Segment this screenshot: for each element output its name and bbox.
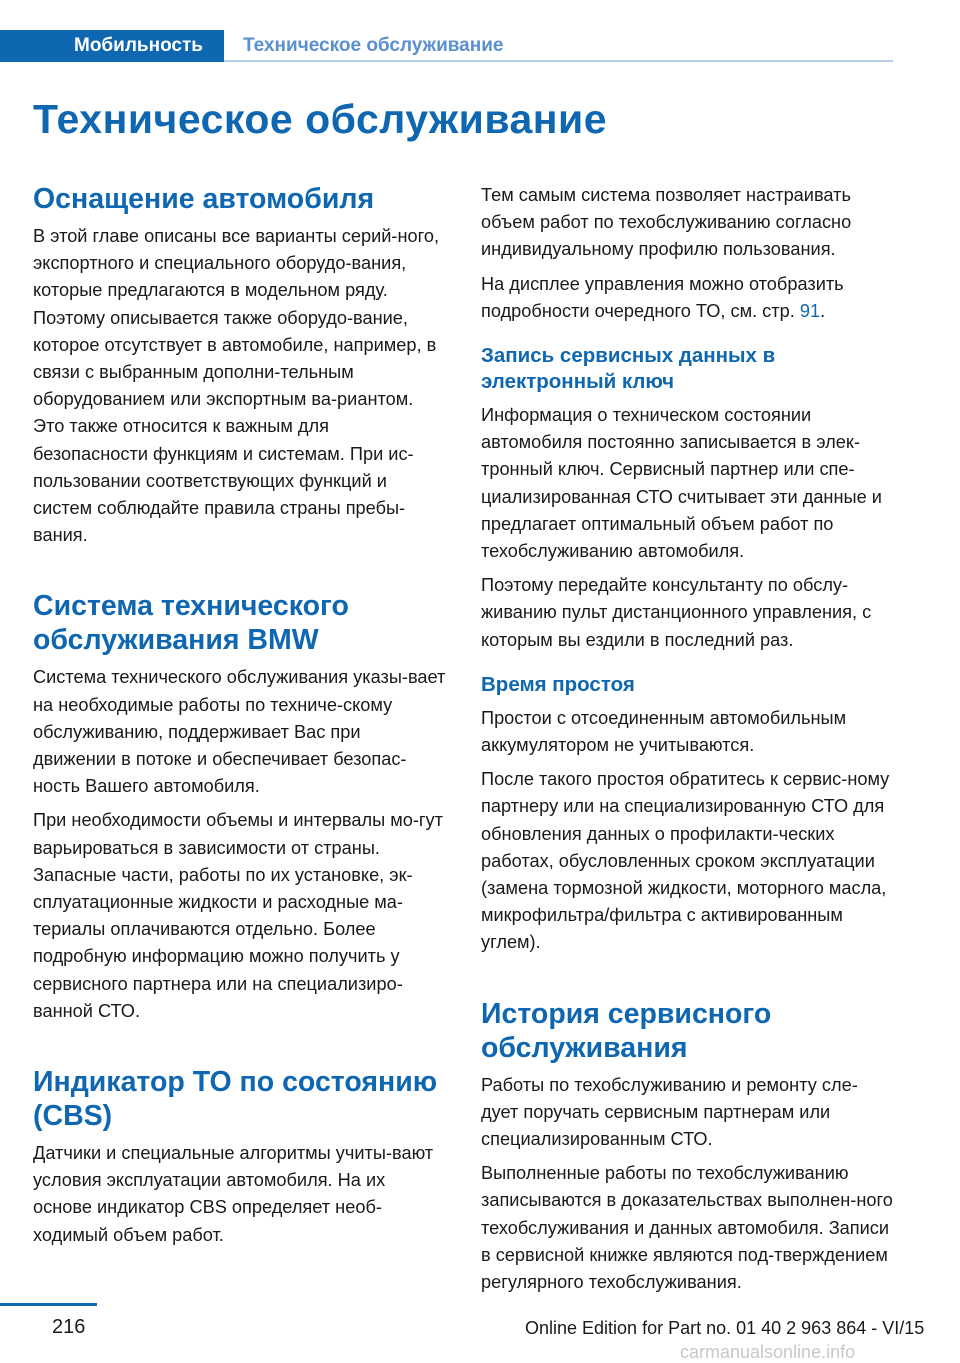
paragraph: В этой главе описаны все варианты серий-ного, экспортного и специального оборудо-вания, которые предлагаются в модельном ряду. Поэтому описывается также оборудо-вание, которое отсутствует в автомобиле, например, в связи с выбранным дополни-тельным оборудованием или экспортным ва-риантом. Это также относится к важным для безопасности функциям и системам. При ис-пользовании соответствующих функций и систем соблюдайте правила страны пребы-вания. — [33, 226, 440, 546]
header-bar — [0, 30, 893, 62]
section-heading-equipment: Оснащение автомобиля — [33, 183, 375, 215]
section-heading-cbs: Индикатор ТО по состоянию (CBS) — [33, 1066, 438, 1133]
paragraph: При необходимости объемы и интервалы мо-гут варьироваться в зависимости от страны. Запасные части, работы по их установке, эк-сплуатационные жидкости и расходные ма-териалы оплачиваются отдельно. Более подробную информацию можно получить у сервисного партнера или на специализиро-ванной СТО. — [33, 810, 443, 1021]
paragraph: Информация о техническом состоянии автомобиля постоянно записывается в элек-тронный ключ. Сервисный партнер или спе-циализированная СТО считывает эти данные и предлагает оптимальный объем работ по техобслуживанию автомобиля. — [481, 405, 882, 562]
header-breadcrumb[interactable]: Техническое обслуживание — [243, 35, 504, 56]
header-section-tab[interactable]: Мобильность — [0, 30, 224, 62]
paragraph: Работы по техобслуживанию и ремонту сле-дует поручать сервисным партнерам или специализированным СТО. — [481, 1074, 858, 1150]
section-heading-bmw-service-system: Система технического обслуживания BMW — [33, 590, 349, 657]
paragraph: Простои с отсоединенным автомобильным аккумулятором не учитываются. — [481, 707, 847, 756]
page-number: 216 — [52, 1316, 86, 1338]
section-heading-service-history: История сервисного обслуживания — [481, 997, 772, 1064]
page-link[interactable]: 91 — [799, 300, 821, 321]
paragraph: Система технического обслуживания указы-вает на необходимые работы по техниче-скому обслуживанию, поддерживает Вас при движении в потоке и обеспечивает безопас-ность Вашего автомобиля. — [33, 667, 446, 797]
paragraph — [481, 271, 895, 325]
footer-rule — [0, 1303, 97, 1306]
edition-note: Online Edition for Part no. 01 40 2 963 864 - VI/15 — [525, 1318, 925, 1338]
paragraph-text: На дисплее управления можно отобразить подробности очередного ТО, см. стр. — [481, 273, 844, 321]
paragraph: Тем самым система позволяет настраивать объем работ по техобслуживанию согласно индивидуальному профилю пользования. — [481, 185, 852, 260]
left-column — [33, 182, 447, 1249]
paragraph: Выполненные работы по техобслуживанию записываются в доказательствах выполнен-ного техобслуживания и данных автомобиля. Записи в сервисной книжке являются под-тверждением регулярного техобслуживания. — [481, 1163, 893, 1293]
watermark: carmanualsonline.info — [680, 1342, 856, 1362]
section-heading-idle-time: Время простоя — [481, 672, 635, 696]
paragraph-end: . — [820, 300, 826, 321]
header-rule — [224, 60, 893, 62]
paragraph: После такого простоя обратитесь к сервис-ному партнеру или на специализированную СТО для обновления данных о профилакти-ческих работах, обусловленных сроком эксплуатации (замена тормозной жидкости, моторного масла, микрофильтра/фильтра с активированным углем). — [481, 769, 890, 953]
section-heading-key-data: Запись сервисных данных в электронный ключ — [481, 344, 776, 394]
paragraph: Поэтому передайте консультанту по обслу-живанию пульт дистанционного управления, с которым вы ездили в последний раз. — [481, 575, 872, 650]
page-title: Техническое обслуживание — [33, 96, 608, 142]
right-column — [481, 182, 895, 1296]
paragraph: Датчики и специальные алгоритмы учиты-вают условия эксплуатации автомобиля. На их основе индикатор CBS определяет необ-ходимый объем работ. — [33, 1143, 434, 1245]
